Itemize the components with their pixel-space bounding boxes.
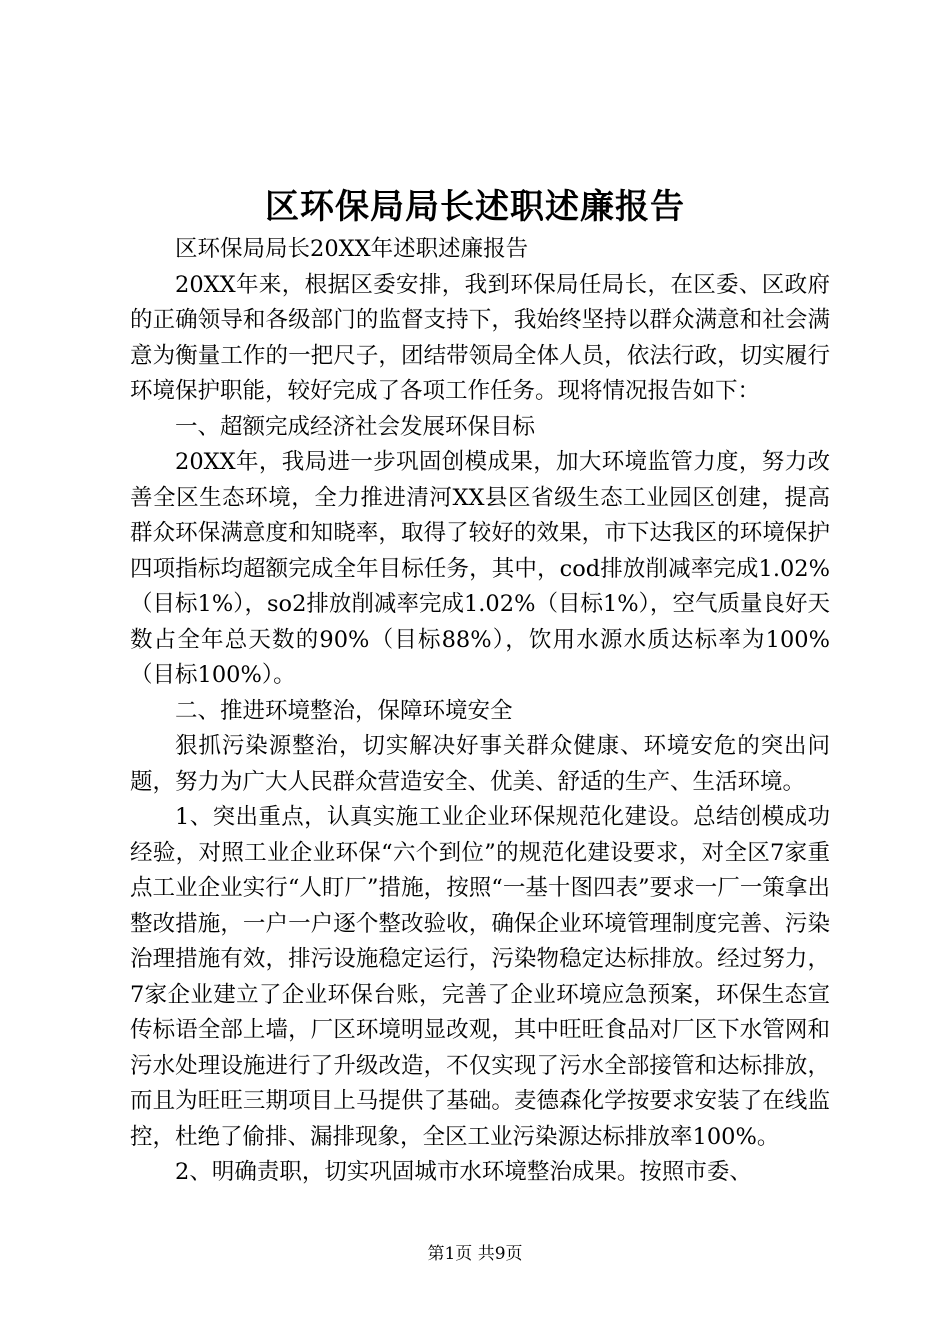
paragraph-pollution: 狠抓污染源整治，切实解决好事关群众健康、环境安危的突出问题，努力为广大人民群众营造安全、优美、舒适的生产、生活环境。: [130, 733, 830, 795]
section-heading-1: 一、超额完成经济社会发展环保目标: [175, 413, 536, 440]
paragraph-subtitle: 区环保局局长20XX年述职述廉报告: [175, 236, 529, 262]
paragraph-targets: 20XX年，我局进一步巩固创模成果，加大环境监管力度，努力改善全区生态环境，全力推进清河XX县区省级生态工业园区创建，提高群众环保满意度和知晓率，取得了较好的效果，市下达我区的环境保护四项指标均超额完成全年目标任务，其中，cod排放削减率完成1.02%（目标1%），so2排放削减率完成1.02%（目标1%），空气质量良好天数占全年总天数的90%（目标88%），饮用水源水质达标率为100%（目标100%）。: [130, 449, 830, 688]
paragraph-item-1: 1、突出重点，认真实施工业企业环保规范化建设。总结创模成功经验，对照工业企业环保“六个到位”的规范化建设要求，对全区7家重点工业企业实行“人盯厂”措施，按照“一基十图四表”要求一厂一策拿出整改措施，一户一户逐个整改验收，确保企业环境管理制度完善、污染治理措施有效，排污设施稳定运行，污染物稳定达标排放。经过努力，7家企业建立了企业环保台账，完善了企业环境应急预案，环保生态宣传标语全部上墙，厂区环境明显改观，其中旺旺食品对厂区下水管网和污水处理设施进行了升级改造，不仅实现了污水全部接管和达标排放，而且为旺旺三期项目上马提供了基础。麦德森化学按要求安装了在线监控，杜绝了偷排、漏排现象，全区工业污染源达标排放率100%。: [130, 804, 830, 1150]
paragraph-intro: 20XX年来，根据区委安排，我到环保局任局长，在区委、区政府的正确领导和各级部门的监督支持下，我始终坚持以群众满意和社会满意为衡量工作的一把尺子，团结带领局全体人员，依法行政，切实履行环境保护职能，较好完成了各项工作任务。现将情况报告如下：: [130, 271, 830, 404]
document-title: 区环保局局长述职述廉报告: [265, 187, 685, 227]
page-footer: 第1页 共9页: [427, 1244, 523, 1264]
document-body: [130, 232, 830, 1191]
section-heading-2: 二、推进环境整治，保障环境安全: [175, 697, 513, 724]
paragraph-item-2: 2、明确责职，切实巩固城市水环境整治成果。按照市委、: [175, 1159, 752, 1185]
